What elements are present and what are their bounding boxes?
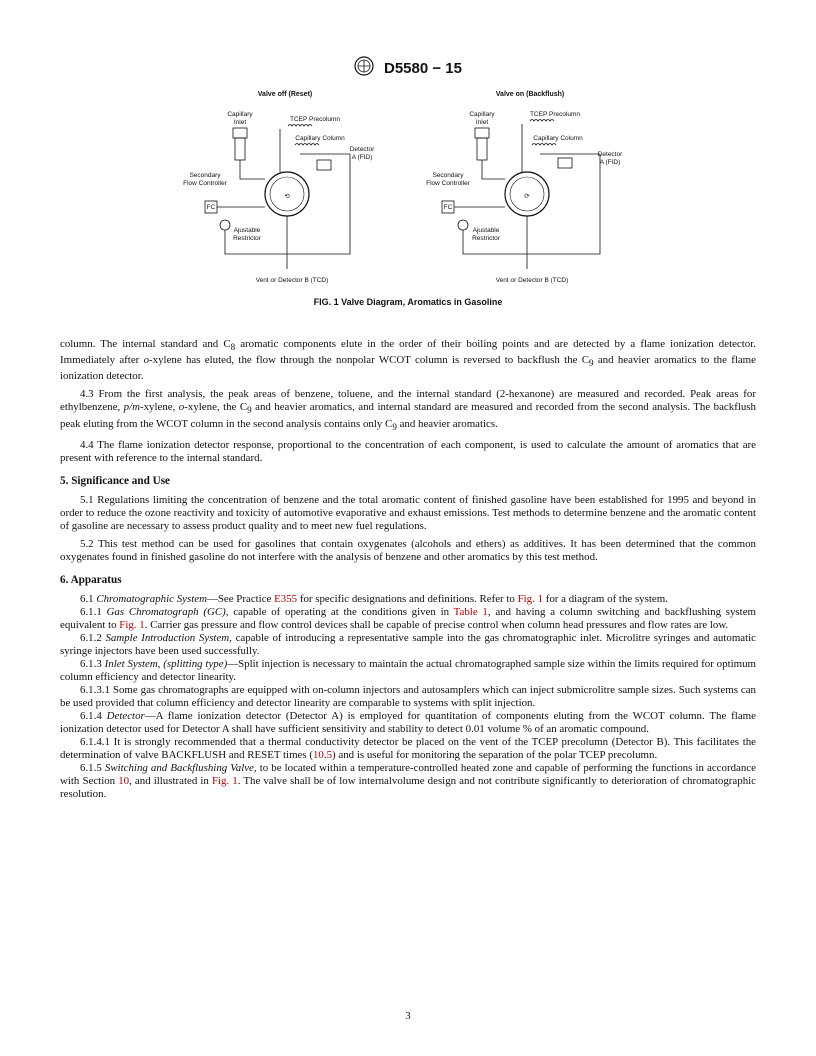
paragraph-4-3: 4.3 From the first analysis, the peak areas of benzene, toluene, and the internal standard (2-hexanone) are measured and recorded. Peak areas for ethylbenzene, p/m-xylene, o-xylene, the $C_9$ and heavier aromatics, and internal standard are measured and recorded from the second analysis. The backflush peak eluting from the WCOT column in the second analysis contains only $C_9$ and heavier aromatics. [60,388,756,432]
svg-text:Flow Controller: Flow Controller [426,180,470,187]
svg-text:Capillary Column: Capillary Column [533,135,583,142]
section-6-heading: 6. Apparatus [60,573,122,586]
svg-text:⟲: ⟲ [284,193,290,200]
svg-text:Inlet: Inlet [475,119,489,126]
svg-text:Detector: Detector [597,151,623,158]
backflush-title: Valve on (Backflush) [495,91,565,98]
svg-text:A (FID): A (FID) [599,159,621,166]
paragraph-intro: column. The internal standard and $C_8$ aromatic components elute in the order of their boiling points and are detected by a flame ionization detector. Immediately after o-xylene has eluted, the flow through the nonpolar WCOT column is reversed to backflush the $C_9$ and heavier aromatics to the flame ionization detector. [60,338,756,383]
svg-text:TCEP Precolumn: TCEP Precolumn [529,111,581,118]
link-10-5[interactable]: 10.5 [312,748,333,761]
svg-text:FC: FC [443,204,453,211]
svg-text:Vent or Detector B (TCD): Vent or Detector B (TCD) [255,277,329,284]
svg-text:Restrictor: Restrictor [472,235,500,242]
svg-text:Ajustable: Ajustable [472,227,500,234]
paragraph-6-1-4-1: 6.1.4.1 It is strongly recommended that a thermal conductivity detector be placed on the vent of the TCEP precolumn (Detector B). This facilitates the determination of valve BACKFLUSH and RESET times (10.5) and is useful for monitoring the separation of the polar TCEP precolumn. [60,735,756,761]
svg-text:Restrictor: Restrictor [233,235,261,242]
body-text [60,338,756,801]
valve-diagram-figure [170,84,650,314]
paragraph-5-1: 5.1 Regulations limiting the concentration of benzene and the total aromatic content of finished gasoline have been established for 1995 and beyond in order to reduce the ozone reactivity and toxicity of automotive evaporative and exhaust emissions. Test methods to determine benzene and the aromatic content of gasoline are necessary to assess product quality and to meet new fuel regulations. [60,493,756,532]
paragraph-6-1-3-1: 6.1.3.1 Some gas chromatographs are equipped with on-column injectors and autosamplers which can inject submicrolitre sample sizes. Such systems can be used provided that column efficiency and detector linearity are comparable to systems with split injection. [60,683,756,709]
svg-text:Capillary Column: Capillary Column [295,135,345,142]
valve-diagram [170,84,650,299]
link-section-10[interactable]: 10 [118,774,130,787]
paragraph-5-2: 5.2 This test method can be used for gasolines that contain oxygenates (alcohols and ethers) as additives. It has been determined that the common oxygenates found in finished gasoline do not interfere with the analysis of benzene and other aromatics by this test method. [60,537,756,563]
figure-caption: FIG. 1 Valve Diagram, Aromatics in Gasoline [313,297,503,307]
paragraph-6-1-1: 6.1.1 Gas Chromatograph (GC), capable of operating at the conditions given in Table 1, and having a column switching and backflushing system equivalent to Fig. 1. Carrier gas pressure and flow control devices shall be capable of precise control when column head pressures and flow rates are low. [60,605,757,631]
svg-text:Inlet: Inlet [233,119,247,126]
paragraph-6-1-3: 6.1.3 Inlet System, (splitting type)—Split injection is necessary to maintain the actual chromatographed sample size within the limits required for optimum column efficiency and detector linearity. [60,657,757,683]
astm-logo-icon [354,56,374,81]
svg-text:Detector: Detector [349,146,375,153]
svg-text:Capillary: Capillary [227,111,253,118]
svg-text:⟳: ⟳ [524,193,530,200]
reset-diagram [183,91,375,284]
page-number: 3 [405,1011,411,1022]
reset-title: Valve off (Reset) [257,91,313,98]
standard-designation: D5580 − 15 [384,60,462,77]
svg-text:Secondary: Secondary [432,172,464,179]
section-5-heading: 5. Significance and Use [60,474,171,487]
paragraph-6-1-5: 6.1.5 Switching and Backflushing Valve, to be located within a temperature-controlled heated zone and capable of performing the functions in accordance with Section 10, and illustrated in Fig. 1. The valve shall be of low internalvolume design and not contribute significantly to deterioration of chromatographic resolution. [60,761,756,800]
svg-text:Vent or Detector B (TCD): Vent or Detector B (TCD) [495,277,569,284]
svg-text:TCEP Precolumn: TCEP Precolumn [289,116,341,123]
svg-text:Secondary: Secondary [189,172,221,179]
paragraph-6-1: 6.1 Chromatographic System—See Practice E355 for specific designations and definitions. Refer to Fig. 1 for a diagram of the system. [80,592,668,605]
svg-text:Capillary: Capillary [469,111,495,118]
paragraph-4-4: 4.4 The flame ionization detector response, proportional to the concentration of each component, is used to calculate the amount of aromatics that are present with reference to the internal standard. [60,438,756,464]
link-fig-1[interactable]: Fig. 1 [211,774,238,787]
svg-text:A (FID): A (FID) [351,154,373,161]
link-fig-1[interactable]: Fig. 1 [119,618,145,631]
link-table-1[interactable]: Table 1 [453,605,488,618]
svg-text:Ajustable: Ajustable [233,227,261,234]
link-fig-1[interactable]: Fig. 1 [517,592,544,605]
page-header [0,56,816,81]
paragraph-6-1-4: 6.1.4 Detector—A flame ionization detector (Detector A) is employed for quantitation of components eluting from the WCOT column. The flame ionization detector used for Detector A shall have sufficient sensitivity and stability to detect 0.01 volume % of an aromatic compound. [60,709,756,735]
svg-text:FC: FC [206,204,216,211]
link-e355[interactable]: E355 [274,592,298,605]
backflush-diagram [426,91,623,284]
paragraph-6-1-2: 6.1.2 Sample Introduction System, capable of introducing a representative sample into the gas chromatographic inlet. Microlitre syringes and automatic syringe injectors have been used successfully. [60,631,757,657]
svg-text:Flow Controller: Flow Controller [183,180,227,187]
